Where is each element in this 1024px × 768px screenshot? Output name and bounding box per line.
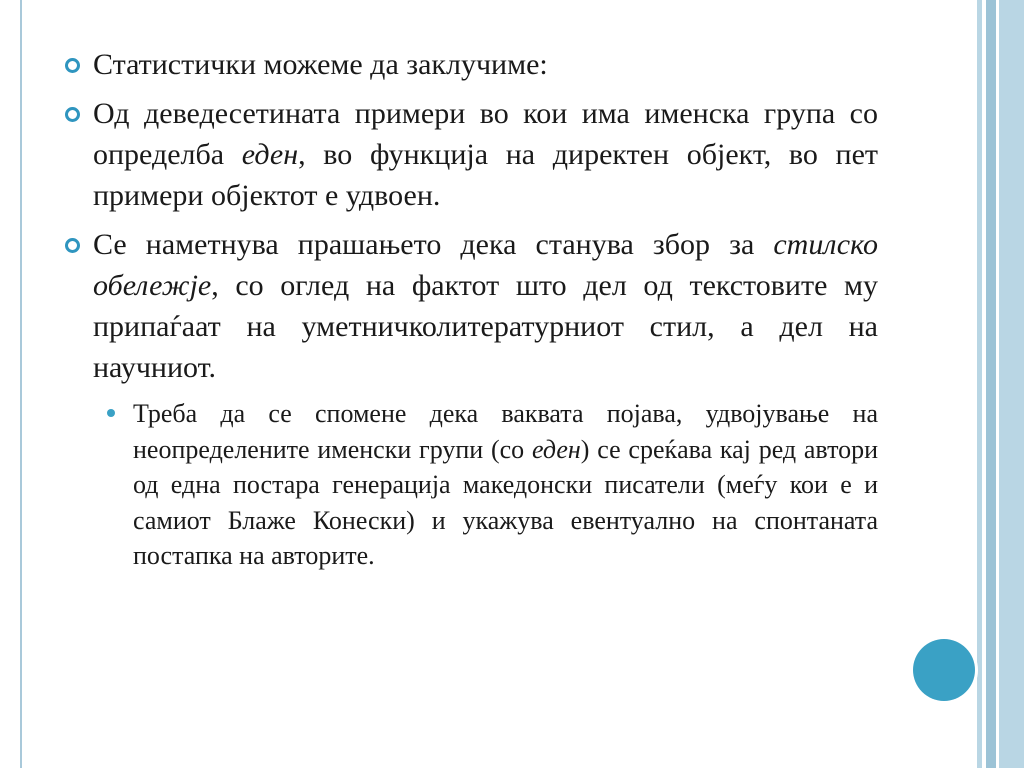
bullet-paragraph-1: [65, 44, 878, 85]
sub-bullet-italic-term: еден: [531, 434, 581, 464]
ring-bullet-icon: [65, 238, 80, 253]
bullet-1-text: Статистички можеме да заклучиме:: [93, 48, 548, 81]
ring-bullet-icon: [65, 58, 80, 73]
sub-bullet-text-b: ) се среќава кај ред автори од една постара генерација македонски писатели (меѓу кои е и самиот Блаже Конески) и укажува евентуално на спонтаната постапка на авторите.: [133, 434, 878, 570]
left-frame-line: [20, 0, 22, 768]
slide-content: [65, 44, 878, 574]
bullet-2-text-a: Од деведесетината примери во кои има именска група со определба: [93, 97, 878, 171]
bullet-2-text-b: , во функција на директен објект, во пет примери објектот е удвоен.: [93, 138, 879, 212]
bullet-3-italic-term: стилско обележје: [93, 228, 878, 302]
bullet-2-italic-term: еден: [241, 138, 299, 171]
ring-bullet-icon: [65, 107, 80, 122]
right-decorative-stripes: [977, 0, 1024, 768]
dot-bullet-icon: [107, 409, 115, 417]
bullet-paragraph-3: [65, 224, 878, 388]
sub-bullet-text-a: Треба да се спомене дека ваквата појава, удвојување на неопределените именски групи (со: [133, 399, 878, 464]
bullet-3-text-b: , со оглед на фактот што дел од текстовите му припаѓаат на уметничколитературниот стил, а дел на научниот.: [93, 269, 878, 384]
bullet-3-text-a: Се наметнува прашањето дека станува збор за: [93, 228, 774, 261]
bullet-paragraph-2: [65, 93, 878, 216]
sub-bullet-paragraph: [133, 396, 878, 574]
decorative-circle: [913, 639, 975, 701]
